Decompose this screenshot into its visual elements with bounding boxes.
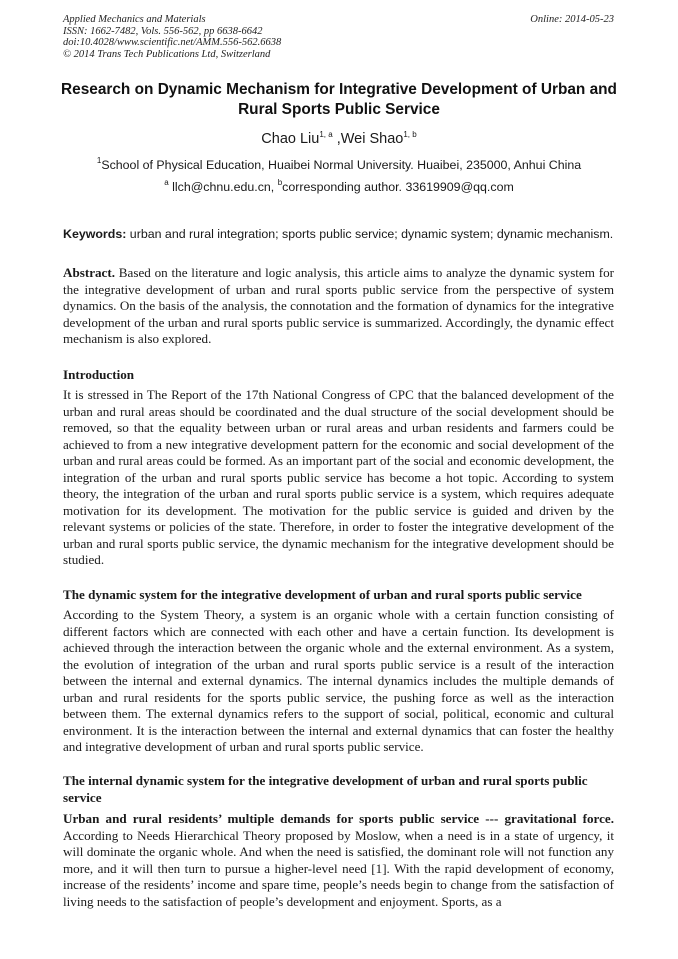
online-date: Online: 2014-05-23: [530, 14, 614, 25]
affiliation: [60, 157, 618, 173]
introduction-paragraph: It is stressed in The Report of the 17th National Congress of CPC that the balanced development of the urban and rural areas should be coordinated and the dual structure of the social development should be removed, so that the equality between urban or rural areas and urban residents and farmers could be achieved to from a new integrative development pattern for the economic and social development of the urban and rural areas could be formed. As an important part of the social and economic development, the integration of the urban and rural sports public service has become a hot topic. According to system theory, the integration of the urban and rural sports public service is a system, which requires adequate motivation for its development. The motivation for the public service is guided and driven by the relevant systems or policies of the state. Therefore, in order to foster the integrative development of the urban and rural sports public service, the dynamic mechanism for the integrative development should be studied.: [63, 387, 614, 567]
email-link[interactable]: llch@chnu.edu.cn,: [168, 180, 278, 194]
contact-superscript: b: [277, 178, 283, 187]
affiliation-text: School of Physical Education, Huaibei Normal University. Huaibei, 235000, Anhui China: [101, 158, 582, 172]
doi-line[interactable]: doi:10.4028/www.scientific.net/AMM.556-562.6638: [63, 37, 282, 48]
author-name: Chao Liu: [261, 131, 320, 147]
section-heading-introduction: Introduction: [63, 367, 135, 382]
abstract: [63, 265, 614, 348]
author-superscript: 1, a: [319, 130, 333, 139]
corresponding-email[interactable]: corresponding author. 33619909@qq.com: [282, 180, 514, 194]
dynamic-system-paragraph: According to the System Theory, a system is an organic whole with a certain function consisting of different factors which are connected with each other and have a certain function. Its development is achieved through the interaction between the organic whole and the external environment. As a system, the evolution of integration of the urban and rural sports public service is a result of the interaction between the internal and external dynamics. The internal dynamics includes the multiple demands of urban and rural residents for the sports public service, the pushing force as well as the interaction between them. The external dynamics refers to the support of social, political, economic and cultural environment. It is the interaction between the internal and external dynamics that can foster the healthy and integrative development of urban and rural sports public service.: [63, 607, 614, 754]
keywords-text: urban and rural integration; sports public service; dynamic system; dynamic mechanism.: [126, 227, 614, 242]
abstract-label: Abstract.: [63, 265, 115, 280]
author-line: [60, 130, 618, 148]
keywords-label: Keywords:: [63, 227, 127, 242]
contact-superscript: a: [164, 178, 169, 187]
internal-dynamic-paragraph: [63, 811, 614, 910]
author-separator: ,: [332, 131, 341, 147]
journal-header: [63, 14, 281, 60]
issn-line: ISSN: 1662-7482, Vols. 556-562, pp 6638-6642: [63, 25, 263, 37]
abstract-text: Based on the literature and logic analysis, this article aims to analyze the dynamic system for the integrative development of urban and rural sports public service from the perspective of system dynamics. On the basis of the analysis, the connotation and the formation of dynamics for the integrative development of the urban and rural sports public service is summarized. Accordingly, the dynamic effect mechanism is also explored.: [63, 265, 614, 346]
internal-lead-text: Urban and rural residents’ multiple demands for sports public service --- gravitational force.: [63, 811, 614, 826]
keywords: [63, 226, 614, 242]
copyright-line: © 2014 Trans Tech Publications Ltd, Switzerland: [63, 48, 271, 60]
author-name: Wei Shao: [340, 131, 404, 147]
author-superscript: 1, b: [403, 130, 417, 139]
affiliation-superscript: 1: [96, 156, 102, 165]
internal-body-text: According to Needs Hierarchical Theory proposed by Moslow, when a need is in a state of urgency, it will dominate the organic whole. And when the need is satisfied, the dominant role will not function any more, and it will then turn to pursue a higher-level need [1]. With the rapid development of economy, increase of the residents’ income and spare time, people’s needs begin to change from the satisfaction of living needs to the satisfaction of people’s development and enjoyment. Sports, as a: [63, 827, 614, 909]
contact-line: [60, 179, 618, 195]
paper-title: Research on Dynamic Mechanism for Integrative Development of Urban and Rural Sports Public Service: [61, 81, 617, 118]
section-heading-dynamic-system: The dynamic system for the integrative development of urban and rural sports public service: [63, 587, 582, 602]
section-heading-internal-dynamic-system: The internal dynamic system for the integrative development of urban and rural sports public service: [63, 773, 588, 805]
journal-name: Applied Mechanics and Materials: [63, 14, 206, 25]
